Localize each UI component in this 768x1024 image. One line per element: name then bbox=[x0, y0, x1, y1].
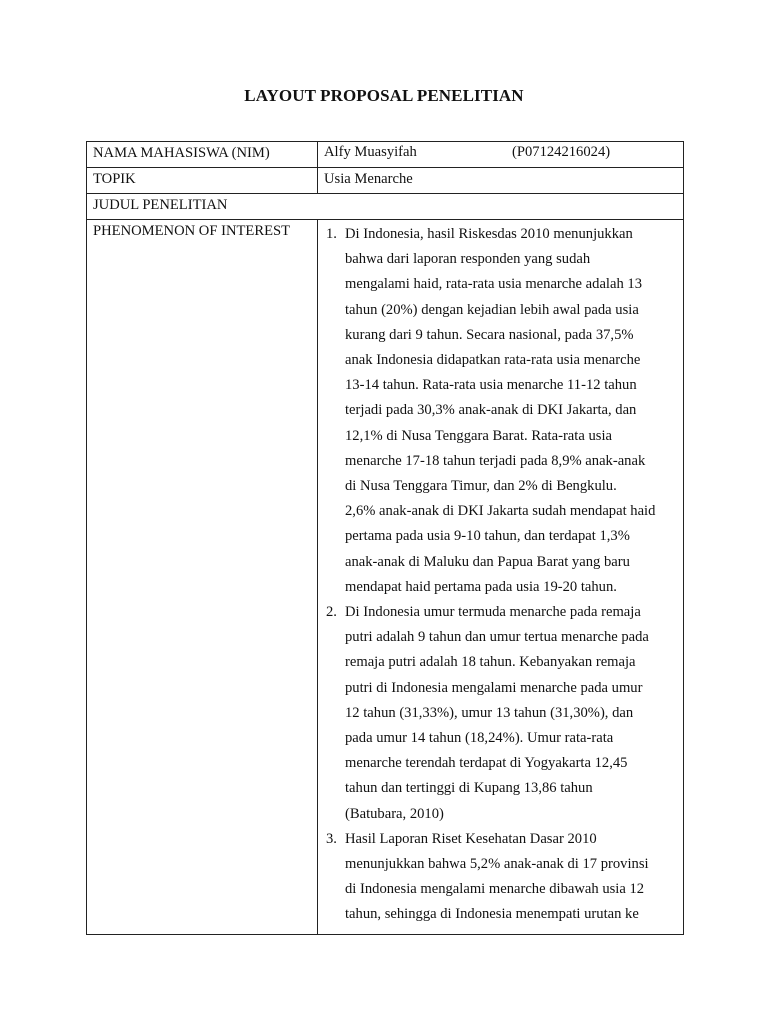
phenomenon-list bbox=[318, 220, 683, 934]
list-item-line: mendapat haid pertama pada usia 19-20 tahun. bbox=[345, 578, 617, 595]
list-item-number: 2. bbox=[326, 604, 337, 621]
student-nim: (P07124216024) bbox=[512, 144, 611, 160]
list-item bbox=[318, 600, 677, 827]
table-row-research-title bbox=[87, 194, 684, 220]
list-item-line: mengalami haid, rata-rata usia menarche adalah 13 bbox=[345, 276, 642, 293]
list-item-line: bahwa dari laporan responden yang sudah bbox=[345, 251, 591, 268]
list-item bbox=[318, 222, 677, 600]
value-phenomenon bbox=[318, 220, 684, 935]
list-item-line: pertama pada usia 9-10 tahun, dan terdapat 1,3% bbox=[345, 528, 630, 545]
list-item-line: 13-14 tahun. Rata-rata usia menarche 11-12 tahun bbox=[345, 377, 637, 394]
list-item-line: anak-anak di Maluku dan Papua Barat yang baru bbox=[345, 553, 630, 570]
list-item-line: putri di Indonesia mengalami menarche pada umur bbox=[345, 679, 643, 696]
label-topic: TOPIK bbox=[87, 168, 318, 194]
document-title: LAYOUT PROPOSAL PENELITIAN bbox=[244, 86, 524, 105]
label-student-name: NAMA MAHASISWA (NIM) bbox=[87, 142, 318, 168]
list-item-line: terjadi pada 30,3% anak-anak di DKI Jakarta, dan bbox=[345, 402, 637, 419]
table-row-student bbox=[87, 142, 684, 168]
list-item-line: menunjukkan bahwa 5,2% anak-anak di 17 provinsi bbox=[345, 856, 649, 873]
list-item-line: Di Indonesia, hasil Riskesdas 2010 menunjukkan bbox=[345, 226, 633, 242]
list-item-line: putri adalah 9 tahun dan umur tertua menarche pada bbox=[345, 629, 649, 646]
list-item-line: kurang dari 9 tahun. Secara nasional, pada 37,5% bbox=[345, 326, 634, 343]
list-item-line: anak Indonesia didapatkan rata-rata usia menarche bbox=[345, 352, 641, 369]
list-item-line: tahun (20%) dengan kejadian lebih awal pada usia bbox=[345, 301, 639, 318]
list-item-line: 12 tahun (31,33%), umur 13 tahun (31,30%), dan bbox=[345, 704, 634, 721]
list-item-line: tahun, sehingga di Indonesia menempati urutan ke bbox=[345, 906, 639, 923]
value-student-name bbox=[318, 142, 684, 168]
list-item-line: 12,1% di Nusa Tenggara Barat. Rata-rata usia bbox=[345, 427, 612, 444]
list-item-number: 1. bbox=[326, 226, 337, 242]
label-research-title: JUDUL PENELITIAN bbox=[87, 194, 684, 220]
value-topic: Usia Menarche bbox=[318, 168, 684, 194]
list-item-line: (Batubara, 2010) bbox=[345, 805, 444, 822]
label-phenomenon: PHENOMENON OF INTEREST bbox=[87, 220, 318, 935]
list-item bbox=[318, 827, 677, 928]
list-item-line: 2,6% anak-anak di DKI Jakarta sudah mendapat haid bbox=[345, 503, 656, 520]
list-item-line: tahun dan tertinggi di Kupang 13,86 tahun bbox=[345, 780, 593, 797]
list-item-line: di Nusa Tenggara Timur, dan 2% di Bengkulu. bbox=[345, 478, 617, 495]
student-name: Alfy Muasyifah bbox=[324, 144, 417, 160]
list-item-line: di Indonesia mengalami menarche dibawah usia 12 bbox=[345, 881, 645, 898]
list-item-line: Di Indonesia umur termuda menarche pada remaja bbox=[345, 604, 641, 621]
table-row-topic bbox=[87, 168, 684, 194]
proposal-table bbox=[86, 141, 684, 935]
table-row-phenomenon bbox=[87, 220, 684, 935]
list-item-line: menarche 17-18 tahun terjadi pada 8,9% anak-anak bbox=[345, 452, 646, 469]
list-item-line: remaja putri adalah 18 tahun. Kebanyakan remaja bbox=[345, 654, 636, 671]
list-item-line: menarche terendah terdapat di Yogyakarta 12,45 bbox=[345, 755, 628, 772]
list-item-line: Hasil Laporan Riset Kesehatan Dasar 2010 bbox=[345, 830, 597, 847]
list-item-number: 3. bbox=[326, 830, 337, 847]
list-item-line: pada umur 14 tahun (18,24%). Umur rata-rata bbox=[345, 730, 614, 747]
